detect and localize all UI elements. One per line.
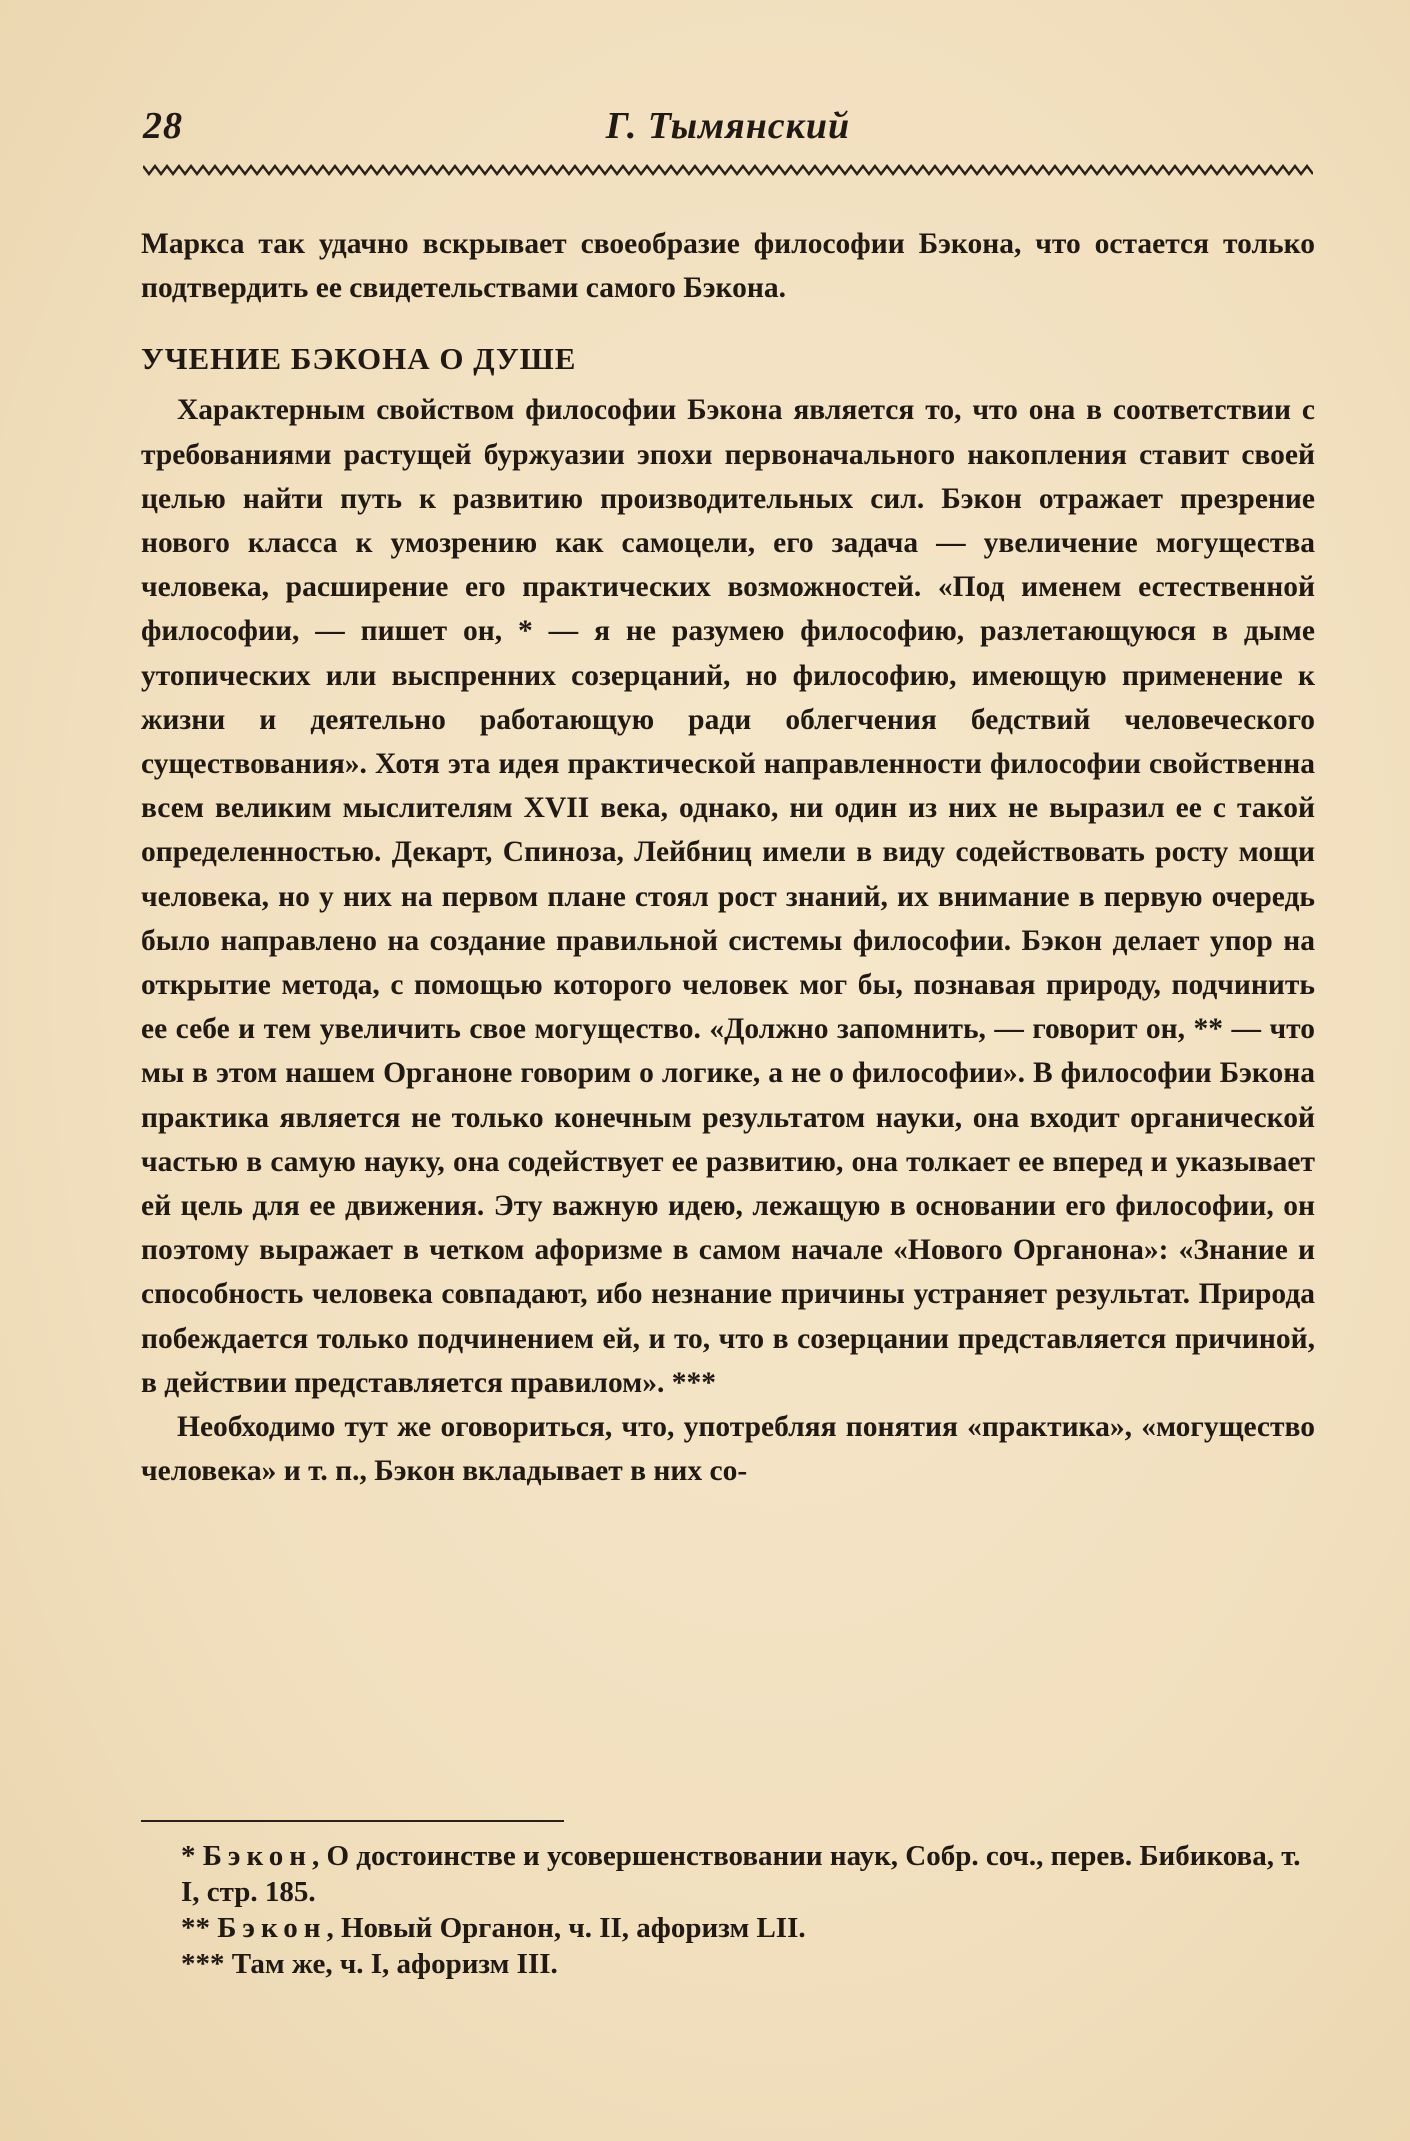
footnote-1 [141, 1838, 1315, 1910]
footnotes [141, 1838, 1315, 1982]
paragraph-next: Необходимо тут же оговориться, что, употребляя понятия «практика», «могущество человека» и т. п., Бэкон вкладывает в них со- [141, 1411, 1315, 1488]
paragraph-main: Характерным свойством философии Бэкона является то, что она в соответствии с требованиями растущей буржуазии эпохи первоначального накопления ставит своей целью найти путь к развитию производительных сил. Бэкон отражает презрение нового класса к умозрению как самоцели, его задача — увеличение могущества человека, расширение его практических возможностей. «Под именем естественной философии, — пишет он, * — я не разумею философию, разлетающуюся в дыме утопических или выспренних созерцаний, но философию, имеющую применение к жизни и деятельно работающую ради облегчения бедствий человеческого существования». Хотя эта идея практической направленности философии свойственна всем великим мыслителям XVII века, однако, ни один из них не выразил ее с такой определенностью. Декарт, Спиноза, Лейбниц имели в виду содействовать росту мощи человека, но у них на первом плане стоял рост знаний, их внимание в первую очередь было направлено на создание правильной системы философии. Бэкон делает упор на открытие метода, с помощью которого человек мог бы, познавая природу, подчинить ее себе и тем увеличить свое могущество. «Должно запомнить, — говорит он, ** — что мы в этом нашем Органоне говорим о логике, а не о философии». В философии Бэкона практика является не только конечным результатом науки, она входит органической частью в самую науку, она содействует ее развитию, она толкает ее вперед и указывает ей цель для ее движения. Эту важную идею, лежащую в основании его философии, он поэтому выражает в четком афоризме в самом начале «Нового Органона»: «Знание и способность человека совпадают, ибо незнание причины устраняет результат. Природа побеждается только подчинением ей, и то, что в созерцании представляется причиной, в действии представляется правилом». *** [141, 394, 1315, 1399]
section-title: УЧЕНИЕ БЭКОНА О ДУШЕ [141, 341, 577, 377]
body-text [141, 222, 1315, 1493]
paragraph-continuation: Маркса так удачно вскрывает своеобразие философии Бэкона, что остается только подтвердить ее свидетельствами самого Бэкона. [141, 228, 1315, 305]
footnote-author: Бэкон [217, 1912, 327, 1944]
page-header [143, 104, 1313, 154]
footnote-text: , Новый Органон, ч. II, афоризм LII. [326, 1912, 806, 1944]
page-number: 28 [143, 105, 183, 147]
footnote-author: Бэкон [202, 1840, 312, 1872]
running-head: Г. Тымянский [605, 105, 851, 147]
footnote-2 [141, 1910, 1315, 1946]
footnote-mark: ** [181, 1912, 210, 1944]
footnote-mark: * [181, 1840, 196, 1872]
footnote-3 [141, 1946, 1315, 1982]
footnote-text: Там же, ч. I, афоризм III. [231, 1948, 558, 1980]
header-ornament [143, 164, 1313, 176]
footnote-rule [141, 1820, 564, 1822]
footnote-text: , О достоинстве и усовершенствовании наук, Собр. соч., перев. Бибикова, т. I, стр. 185. [181, 1840, 1301, 1908]
footnote-mark: *** [181, 1948, 225, 1980]
